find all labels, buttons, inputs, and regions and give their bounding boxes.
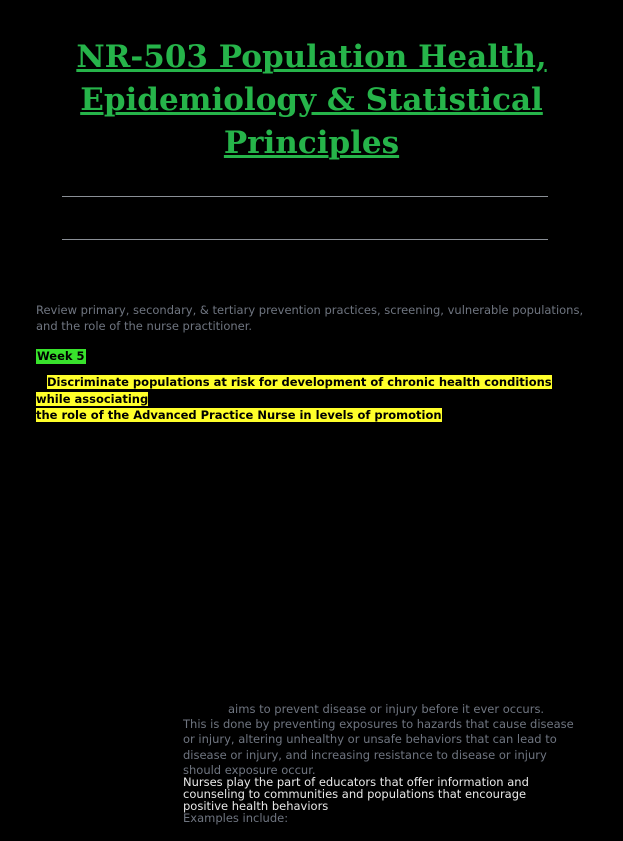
title-line-1: NR-503 Population Health,: [76, 39, 547, 75]
examples-label: Examples include:: [183, 811, 289, 825]
document-title: [0, 36, 623, 165]
nurse-role-text: Nurses play the part of educators that offer information and counseling to communities and populations that encourage positive health behaviors: [183, 775, 529, 814]
week-objective: [36, 374, 576, 424]
title-line-2: Epidemiology & Statistical Principles: [80, 82, 543, 161]
objective-line-2: the role of the Advanced Practice Nurse in levels of promotion: [36, 408, 442, 422]
primary-prevention-detail: This is done by preventing exposures to hazards that cause disease or injury, altering unhealthy or unsafe behaviors that can lead to disease or injury, and increasing resistance to disease or injury should exposure occur.: [183, 717, 574, 777]
divider-rule-2: [62, 239, 548, 240]
intro-paragraph: Review primary, secondary, & tertiary prevention practices, screening, vulnerable populations, and the role of the nurse practitioner.: [36, 303, 584, 333]
divider-rule-1: [62, 196, 548, 197]
week-label: Week 5: [37, 349, 85, 363]
primary-prevention-aim: aims to prevent disease or injury before it ever occurs.: [228, 702, 545, 716]
objective-line-1: Discriminate populations at risk for development of chronic health conditions while associating: [36, 375, 552, 406]
